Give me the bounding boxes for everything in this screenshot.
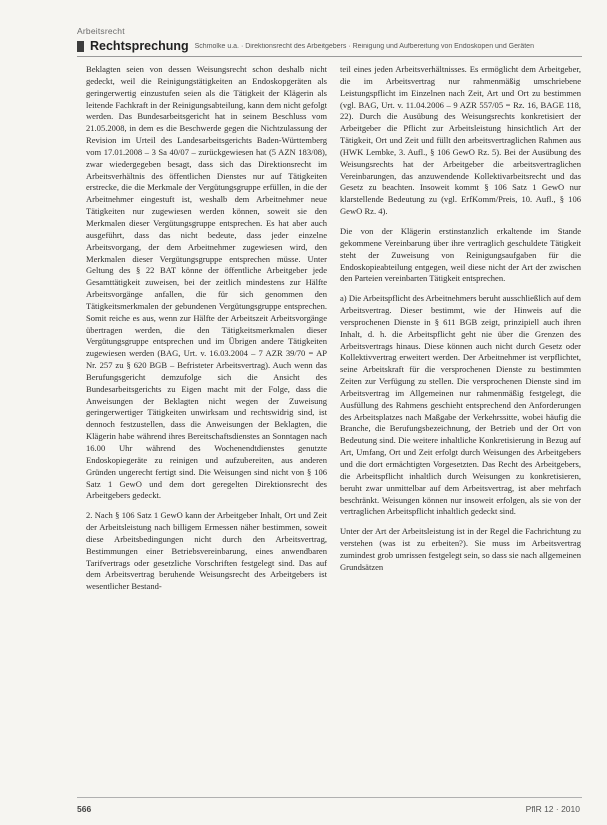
paragraph: 2. Nach § 106 Satz 1 GewO kann der Arbeitgeber Inhalt, Ort und Zeit der Arbeitsleistung nach billigem Ermessen näher bestimmen, soweit diese Arbeitsbedingungen nicht durch den Arbeitsvertrag, Bestimmungen einer Betriebsvereinbarung, eines anwendbaren Tarifvertrags oder gesetzliche Vorschriften festgelegt sind. Das auf dem Arbeitsvertrag beruhende Weisungsrecht des Arbeitgebers ist wesentlicher Bestand-	[86, 510, 327, 592]
paragraph: Die von der Klägerin erstinstanzlich erkaltende im Stande gekommene Vereinbarung über ihre vertraglich geschuldete Tätigkeit steht der Zuweisung von Reinigungsaufgaben für die Endoskopieabteilung entgegen, weil diese nicht der Art der zwischen den Parteien vereinbarten Tätigkeit entsprechen.	[340, 225, 581, 284]
paragraph: Unter der Art der Arbeitsleistung ist in der Regel die Fachrichtung zu verstehen (was ist zu erbeiten?). Sie muss im Arbeitsvertrag zumindest grob umrissen festgelegt sein, so dass sie nach allgemeinen Grundsätzen	[340, 526, 581, 572]
running-header	[77, 37, 582, 55]
paragraph: a) Die Arbeitspflicht des Arbeitnehmers beruht ausschließlich auf dem Arbeitsvertrag. Dieser bestimmt, wie der Hinweis auf die versprochenen Dienste in § 611 BGB zeigt, prinzipiell auch ihren Inhalt, d. h. die Arbeitspflicht geht nie über die Grenzen des Arbeitsvertrags hinaus. Diese können auch nicht durch Gesetz oder Kollektivvertrag erweitert werden. Der Arbeitnehmer ist verpflichtet, seine Arbeitskraft für die versprochenen Dienste zu bestimmten Zeiten zur Verfügung zu stellen. Die versprochenen Dienste sind im Arbeitsvertrag im Allgemeinen nur rahmenmäßig festgelegt, die Ausfüllung des Rahmens geschieht entsprechend den Anforderungen des Arbeitsplatzes nach Maßgabe der Verkehrssitte, wobei häufig die Branche, die Berufungsbezeichnung, der Betrieb und der Ort von Bedeutung sind. Die weitere inhaltliche Konkretisierung in Bezug auf Art, Umfang, Ort und Zeit erfolgt durch Weisungen des Arbeitgebers und die dort ermächtigten Vorgesetzten. Das Recht des Arbeitgebers, die Arbeitspflicht inhaltlich durch Weisungen zu konkretisieren, beruht zwar unmittelbar auf dem Arbeitsvertrag, ist aber mehrfach beschränkt. Weisungen können nur insoweit erfolgen, als sie von der vertraglichen Arbeitspflicht inhaltlich gedeckt sind.	[340, 293, 581, 517]
section-label: Arbeitsrecht	[77, 26, 125, 36]
header-subtitle: Schmolke u.a. · Direktionsrecht des Arbeitgebers · Reinigung und Aufbereitung von Endoskopen und Geräten	[194, 42, 534, 50]
issue-label: PflR 12 · 2010	[525, 804, 580, 814]
paragraph: Beklagten seien von dessen Weisungsrecht schon deshalb nicht gedeckt, weil die Reinigungstätigkeiten an Endoskopgeräten als geringerwertig einzustufen seien als die Tätigkeit der Klägerin als leitende Fachkraft in der Reinigungsabteilung, kann dem nicht gefolgt werden. Das Bundesarbeitsgericht hat in seinem Beschluss vom 21.05.2008, in dem es die Beschwerde gegen die Nichtzulassung der Revision im Urteil des Landesarbeitsgerichts Baden-Württemberg vom 17.01.2008 – 3 Sa 40/07 – zurückgewiesen hat (5 AZN 183/08), zwar wiedergegeben besagt, dass sich das Direktionsrecht im Arbeitsverhältnis des öffentlichen Dienstes nur auf Tätigkeiten erstrecke, die die Merkmale der Vergütungsgruppe erfüllen, in die der Arbeitnehmer eingestuft ist, weshalb dem Arbeitnehmer neue Tätigkeiten nur zugewiesen werden können, soweit sie den Merkmalen dieser Vergütungsgruppe entsprechen. Es hat aber auch ausgeführt, dass das nicht bedeute, dass jeder einzelne Arbeitsvorgang, der dem Arbeitnehmer zugewiesen wird, den Merkmalen dieser Vergütungsgruppe entsprechen müsse. Unter Geltung des § 22 BAT könne der öffentliche Arbeitgeber jede Gesamttätigkeit zuweisen, bei der zeitlich mindestens zur Hälfte Arbeitsvorgänge anfallen, die für sich genommen den Tätigkeitsmerkmalen der gebundenen Vergütungsgruppe entsprechen. Somit reiche es aus, wenn zur Hälfte der Arbeitszeit Arbeitsvorgänge übertragen werden, die den Tätigkeitsmerkmalen dieser Vergütungsgruppe entsprechen und im Übrigen andere Tätigkeiten zugewiesen werden (BAG, Urt. v. 16.03.2004 – 7 AZR 39/70 = AP Nr. 257 zu § 620 BGB – Befristeter Arbeitsvertrag). Auch wenn das Berufungsgericht demzufolge sich die Ansicht des Bundesarbeitsgerichts zu Eigen macht mit der Folge, dass die Anweisungen der Beklagten nicht wegen der Zuweisung geringerwertiger Tätigkeiten unwirksam und rechtswidrig sind, ist dennoch festzustellen, dass die Anweisungen der Beklagten, die Klägerin habe während ihres Bereitschaftsdienstes an Sonntagen nach 16.00 Uhr während des Wochenendtdienstes genutzte Endoskopiegeräte zu reinigen und aufzubereiten, aus anderen Gründen ungerecht fertigt sind. Die Weisungen sind nicht von § 106 Satz 1 GewO und dem dort geregelten Direktionsrecht des Arbeitgebers gedeckt.	[86, 64, 327, 501]
header-rule	[77, 56, 582, 57]
text-column-right	[340, 64, 581, 582]
page-number: 566	[77, 804, 92, 814]
text-column-left	[86, 64, 327, 601]
header-marker	[77, 41, 84, 52]
footer-rule	[77, 797, 582, 798]
paragraph: teil eines jeden Arbeitsverhältnisses. Es ermöglicht dem Arbeitgeber, die im Arbeitsvertrag nur rahmenmäßig umschriebene Leistungspflicht im Einzelnen nach Zeit, Art und Ort zu bestimmen (vgl. BAG, Urt. v. 11.04.2006 – 9 AZR 557/05 = Rz. 16, BAGE 118, 22). Durch die Ausübung des Weisungsrechts konkretisiert der Arbeitgeber die Pflicht zur Arbeitsleistung hinsichtlich Art der Tätigkeit, Ort und Zeit und füllt den arbeitsvertraglichen Rahmen aus (HWK Lembke, 3. Aufl., § 106 GewO Rz. 5). Bei der Ausübung des Weisungsrechts hat der Arbeitgeber die arbeitsvertraglichen Vereinbarungen, das anzuwendende Kollektivarbeitsrecht und das Gesetz zu beachten. Insoweit kommt § 106 Satz 1 GewO nur klarstellende Bedeutung zu (vgl. ErfKomm/Preis, 10. Aufl., § 106 GewO Rz. 4).	[340, 64, 581, 217]
header-title: Rechtsprechung	[90, 39, 189, 53]
